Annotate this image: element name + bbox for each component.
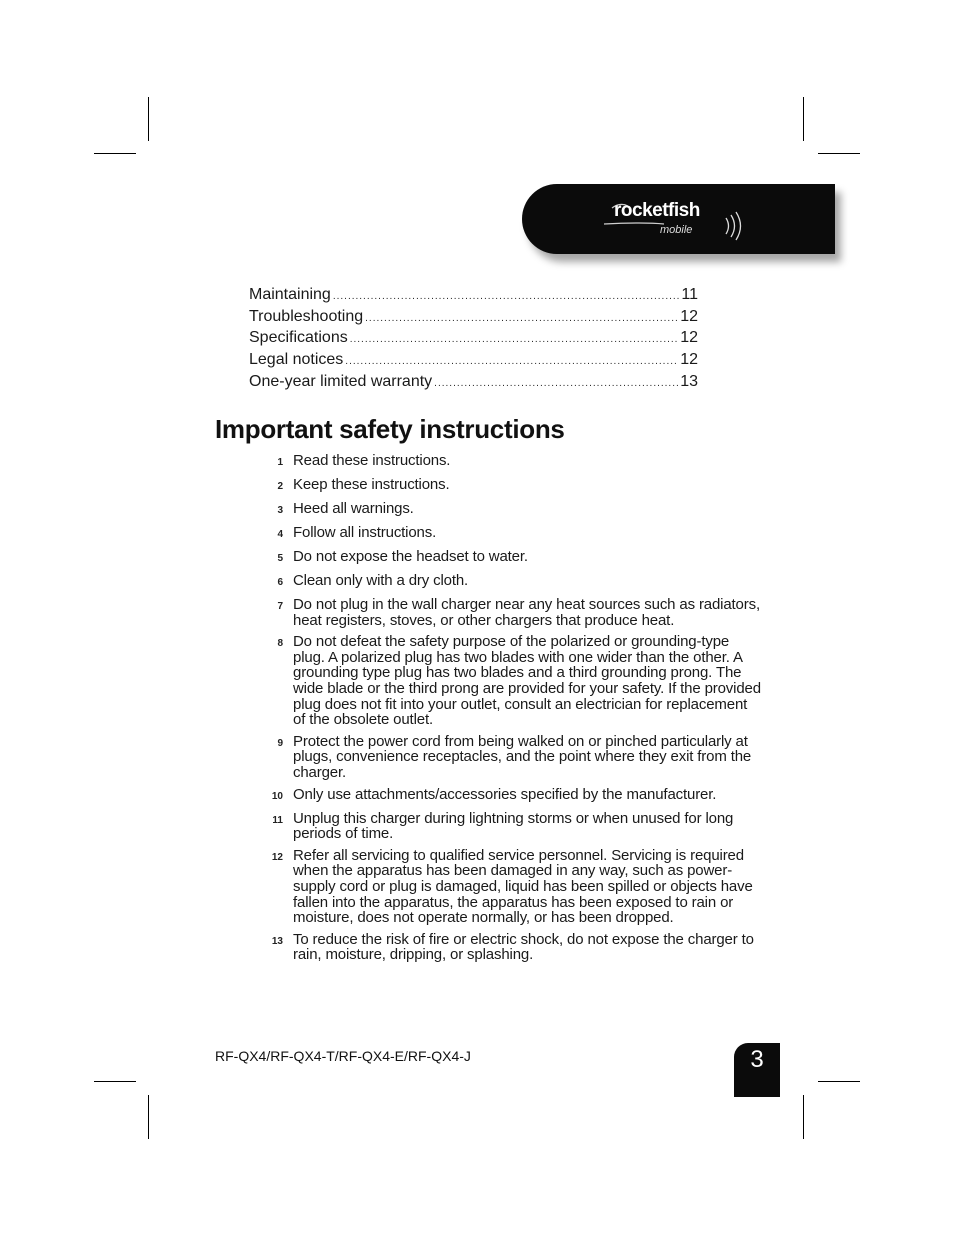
crop-mark	[94, 153, 136, 154]
item-number: 1	[277, 457, 283, 468]
item-number: 12	[271, 851, 283, 863]
list-item	[262, 848, 762, 926]
header-logo-tab	[522, 184, 835, 254]
toc-title: Troubleshooting	[249, 307, 364, 325]
model-number: RF-QX4/RF-QX4-T/RF-QX4-E/RF-QX4-J	[215, 1048, 471, 1064]
toc-page: 13	[680, 372, 698, 390]
item-text: Refer all servicing to qualified service personnel. Servicing is required when the apparatus has been damaged in any way, such as power-supply cord or plug is damaged, liquid has been spilled or objects have fallen into the apparatus, the apparatus has been exposed to rain or moisture, does not operate normally, or has been dropped.	[293, 846, 753, 927]
item-number: 4	[277, 529, 283, 540]
item-text: Keep these instructions.	[293, 476, 450, 493]
crop-mark	[94, 1081, 136, 1082]
item-number: 8	[277, 638, 283, 650]
item-text: Clean only with a dry cloth.	[293, 572, 469, 589]
toc-title: Maintaining	[249, 286, 331, 303]
toc-leader	[434, 373, 678, 395]
toc-leader	[333, 286, 680, 308]
toc-title: One-year limited warranty	[249, 372, 433, 390]
crop-mark	[148, 1095, 149, 1139]
page-number-tab	[734, 1043, 780, 1097]
item-number: 6	[277, 577, 283, 588]
brand-logo	[604, 200, 744, 244]
toc-page: 12	[680, 329, 698, 347]
list-item	[262, 501, 762, 519]
toc-leader	[345, 351, 678, 373]
item-number: 11	[272, 814, 283, 826]
toc-page: 11	[681, 286, 698, 303]
item-number: 10	[271, 790, 283, 802]
table-of-contents	[249, 284, 698, 392]
list-item	[262, 932, 762, 963]
item-number: 9	[277, 737, 283, 749]
section-heading: Important safety instructions	[215, 414, 565, 444]
list-item	[262, 525, 762, 543]
crop-mark	[818, 1081, 860, 1082]
item-number: 7	[277, 601, 283, 612]
item-text: To reduce the risk of fire or electric shock, do not expose the charger to rain, moisture, dripping, or splashing.	[293, 930, 754, 964]
toc-leader	[350, 329, 678, 351]
list-item	[262, 573, 762, 591]
toc-page: 12	[680, 351, 698, 369]
brand-name: rocketfish	[614, 200, 700, 221]
item-text: Follow all instructions.	[293, 524, 437, 541]
crop-mark	[803, 97, 804, 141]
toc-entry	[249, 306, 698, 328]
list-item	[262, 549, 762, 567]
item-number: 2	[277, 481, 283, 492]
item-text: Heed all warnings.	[293, 500, 414, 517]
toc-entry	[249, 284, 698, 306]
toc-title: Legal notices	[249, 351, 344, 369]
crop-mark	[818, 153, 860, 154]
toc-entry	[249, 327, 698, 349]
item-number: 5	[277, 553, 283, 564]
item-text: Unplug this charger during lightning storms or when unused for long periods of time.	[293, 809, 734, 843]
crop-mark	[803, 1095, 804, 1139]
item-number: 13	[271, 935, 283, 947]
item-text: Do not plug in the wall charger near any heat sources such as radiators, heat registers, stoves, or other chargers that produce heat.	[293, 596, 760, 629]
list-item	[262, 453, 762, 471]
item-text: Read these instructions.	[293, 452, 451, 469]
toc-entry	[249, 349, 698, 371]
brand-subtitle: mobile	[660, 224, 693, 236]
page-number: 3	[750, 1046, 764, 1073]
item-text: Do not defeat the safety purpose of the polarized or grounding-type plug. A polarized plug has two blades with one wider than the other. A grounding type plug has two blades and a third grounding prong. The wide blade or the third prong are provided for your safety. If the provided plug does not fit into your outlet, consult an electrician for replacement of the obsolete outlet.	[293, 633, 761, 729]
list-item	[262, 634, 762, 728]
safety-instructions-list	[262, 453, 762, 969]
list-item	[262, 811, 762, 842]
toc-entry	[249, 371, 698, 393]
list-item	[262, 597, 762, 628]
item-number: 3	[277, 505, 283, 516]
list-item	[262, 734, 762, 781]
list-item	[262, 787, 762, 805]
item-text: Only use attachments/accessories specified by the manufacturer.	[293, 785, 717, 803]
item-text: Do not expose the headset to water.	[293, 548, 528, 565]
item-text: Protect the power cord from being walked on or pinched particularly at plugs, convenience receptacles, and the point where they exit from the charger.	[293, 732, 752, 781]
toc-leader	[365, 308, 678, 330]
toc-page: 12	[680, 307, 698, 325]
list-item	[262, 477, 762, 495]
crop-mark	[148, 97, 149, 141]
toc-title: Specifications	[249, 329, 348, 347]
